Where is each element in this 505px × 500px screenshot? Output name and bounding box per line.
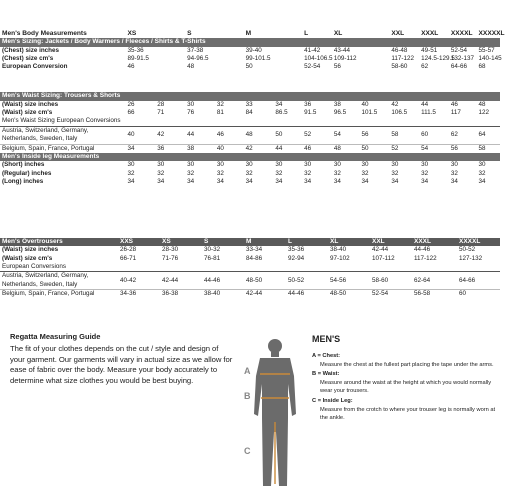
row-label: Austria, Switzerland, Germany, Netherlands, Sweden, Italy [0,272,118,290]
size-s: S [202,238,244,246]
row-label: (Long) inches [2,177,44,185]
section-heading-inside-leg: Men's Inside leg Measurements [0,153,500,161]
size-m: M [244,238,286,246]
figure-label-b: B [244,391,251,401]
cell: 44 [421,100,429,108]
cell: 56-58 [412,290,457,299]
cell: 46 [127,63,135,71]
table-row [0,117,500,126]
size-s: S [187,30,192,37]
cell: 36 [304,100,312,108]
cell: 30 [304,161,312,169]
legend-term-chest: A = Chest: [312,353,341,359]
cell: 30 [361,161,369,169]
cell: 62 [421,63,429,71]
cell: 132-137 [450,54,474,62]
size-xxs: XXS [118,238,160,246]
cell: 54 [419,144,449,153]
cell: 76-81 [204,254,221,262]
table-row [0,246,500,254]
cell: 38-40 [330,246,347,254]
table-row [0,255,500,263]
row-label: Austria, Switzerland, Germany, Netherlands, Sweden, Italy [0,126,126,144]
cell: 52 [302,126,332,144]
cell: 50 [245,63,253,71]
cell: 107-112 [372,254,395,262]
cell: 30 [333,161,341,169]
cell: 33 [245,100,253,108]
cell: 62-64 [412,272,457,290]
table-row [0,55,500,63]
cell: 58-60 [391,63,408,71]
table-row [0,109,500,117]
table-row [0,144,500,153]
table-row [0,272,500,290]
cell: 38-40 [202,290,244,299]
cell: 30 [450,161,458,169]
cell: 34 [275,177,283,185]
cell: 28 [157,100,165,108]
cell: 101.5 [361,109,378,117]
row-label: Belgium, Spain, France, Portugal [0,290,118,299]
size-xxxl: XXXL [412,238,457,246]
cell: 48 [244,126,274,144]
cell: 44-46 [414,246,431,254]
cell: 32 [304,169,312,177]
table-row [0,63,500,71]
cell: 64-66 [450,63,467,71]
legend-desc-chest: Measure the chest at the fullest part placing the tape under the arms. [320,361,494,368]
cell: 36 [155,144,185,153]
guide-body: The fit of your clothes depends on the cut / style and design of your garment. Our garments will vary in actual size as we allow for ease of fabric over the body. Measure your body accurately to determine what size clothes you would be best buying. [10,344,233,385]
size-xl: XL [333,30,343,37]
cell: 41-42 [304,46,321,54]
cell: 34 [275,100,283,108]
cell: 50 [360,144,390,153]
cell: 84 [245,109,253,117]
cell: 64 [477,126,500,144]
cell: 56 [449,144,477,153]
size-xs: XS [160,238,202,246]
cell: 97-102 [330,254,350,262]
cell: 34 [216,177,224,185]
cell: 32 [450,169,458,177]
cell: 46-48 [391,46,408,54]
section-band [0,92,500,100]
cell: 76 [187,109,195,117]
guide-title: Regatta Measuring Guide [10,332,101,341]
cell: 64-66 [457,272,500,290]
table-row [0,126,500,144]
cell: 48 [332,144,360,153]
cell: 30 [187,100,195,108]
cell: 30 [245,161,253,169]
cell: 43-44 [333,46,350,54]
cell: 86.5 [275,109,288,117]
euro-heading: Men's Waist Sizing European Conversions [2,117,121,125]
cell: 92-94 [288,254,305,262]
euro-heading: European Conversions [2,262,67,270]
cell: 46 [215,126,244,144]
table-row [0,178,500,186]
cell: 91.5 [304,109,317,117]
cell: 117-122 [414,254,437,262]
section-band [0,238,500,246]
cell: 36-38 [160,290,202,299]
cell: 111.5 [421,109,436,117]
cell: 33-34 [246,246,263,254]
size-xxl: XXL [391,30,405,37]
cell: 32 [127,169,135,177]
cell: 140-145 [478,54,502,62]
table-row [0,101,500,109]
cell: 34 [361,177,369,185]
cell: 44-46 [202,272,244,290]
cell: 34 [391,177,399,185]
cell: 37-38 [187,46,204,54]
legend-term-inside-leg: C = Inside Leg: [312,397,353,404]
cell: 50-52 [459,246,476,254]
cell: 30 [187,161,195,169]
figure-label-c: C [244,446,251,456]
size-xxl: XXL [370,238,412,246]
cell: 32 [275,169,283,177]
section-band [0,153,500,161]
cell: 52 [389,144,419,153]
figure-label-a: A [244,366,251,376]
cell: 49-51 [421,46,438,54]
cell: 52-54 [450,46,467,54]
cell: 30 [275,161,283,169]
cell: 109-112 [333,54,357,62]
cell: 40 [126,126,156,144]
cell: 42 [391,100,399,108]
size-xxxxl: XXXXL [450,30,473,37]
cell: 48-50 [244,272,286,290]
cell: 46 [450,100,458,108]
overtrousers-table [0,238,500,298]
cell: 34 [478,177,486,185]
cell: 34 [245,177,253,185]
size-xxxl: XXXL [421,30,439,37]
row-label: Belgium, Spain, France, Portugal [0,144,126,153]
cell: 124.5-129.5 [421,54,455,62]
size-header-row [0,30,500,38]
cell: 42-44 [160,272,202,290]
legend-desc-inside-leg: Measure from the crotch to where your trouser leg is normally worn at the ankle. [320,406,496,422]
row-label: (Short) inches [2,161,45,169]
row-label: (Chest) size inches [2,46,60,54]
cell: 96.5 [333,109,347,117]
size-chart-table [0,30,505,186]
cell: 48 [187,63,195,71]
cell: 56 [360,126,390,144]
cell: 32 [421,169,429,177]
table-row [0,47,500,55]
cell: 84-86 [246,254,263,262]
cell: 58 [389,126,419,144]
cell: 26 [127,100,135,108]
spacer [0,71,500,92]
cell: 32 [187,169,195,177]
row-label: (Waist) size cm's [2,109,53,117]
row-label: (Waist) size cm's [2,254,53,262]
cell: 40-42 [118,272,160,290]
body-figure [238,336,308,494]
cell: 44 [273,144,302,153]
cell: 62 [449,126,477,144]
cell: 30 [216,161,224,169]
cell: 30 [157,161,165,169]
cell: 32 [216,169,224,177]
cell: 42-44 [372,246,389,254]
cell: 44-46 [286,290,328,299]
cell: 55-57 [478,46,495,54]
cell: 38 [333,100,341,108]
person-silhouette-icon [238,336,308,494]
cell: 34 [127,177,135,185]
section-band [0,38,500,46]
row-label: (Chest) size cm's [2,54,54,62]
cell: 34-36 [118,290,160,299]
size-xl: XL [328,238,370,246]
cell: 68 [478,63,486,71]
cell: 28-30 [162,246,179,254]
cell: 89-91.5 [127,54,149,62]
legend-desc-waist: Measure around the waist at the height at which you would normally wear your trousers. [320,379,492,395]
table-row [0,290,500,299]
cell: 60 [457,290,500,299]
cell: 66-71 [120,254,137,262]
table-row [0,170,500,178]
row-label: (Waist) size inches [2,246,59,254]
cell: 54 [332,126,360,144]
cell: 71 [157,109,165,117]
cell: 94-96.5 [187,54,209,62]
row-label: European Conversion [2,63,68,71]
cell: 38 [185,144,215,153]
cell: 46 [302,144,332,153]
cell: 35-36 [127,46,144,54]
cell: 117-122 [391,54,414,62]
cell: 39-40 [245,46,262,54]
cell: 99-101.5 [245,54,271,62]
table-row [0,263,500,272]
cell: 34 [157,177,165,185]
measurement-legend [312,352,498,424]
cell: 52-54 [370,290,412,299]
cell: 30 [421,161,429,169]
cell: 34 [333,177,341,185]
cell: 54-56 [328,272,370,290]
cell: 42 [244,144,274,153]
cell: 58-60 [370,272,412,290]
size-m: M [245,30,252,37]
cell: 42-44 [244,290,286,299]
cell: 32 [478,169,486,177]
mens-title: MEN'S [312,334,341,344]
cell: 104-106.5 [304,54,333,62]
cell: 34 [187,177,195,185]
size-l: L [286,238,328,246]
cell: 32 [361,169,369,177]
cell: 66 [127,109,135,117]
cell: 60 [419,126,449,144]
cell: 48-50 [328,290,370,299]
size-xxxxxl: XXXXXL [478,30,505,37]
table-row [0,161,500,169]
cell: 58 [477,144,500,153]
cell: 117 [450,109,461,117]
row-label: (Regular) inches [2,169,52,177]
legend-term-waist: B = Waist: [312,371,340,378]
cell: 50-52 [286,272,328,290]
cell: 81 [216,109,224,117]
cell: 56 [333,63,341,71]
cell: 48 [478,100,486,108]
cell: 50 [273,126,302,144]
cell: 44 [185,126,215,144]
cell: 127-132 [459,254,483,262]
cell: 32 [391,169,399,177]
size-xxxxl: XXXXL [457,238,500,246]
cell: 34 [421,177,429,185]
section-heading-overtrousers: Men's Overtrousers [0,238,118,246]
cell: 34 [126,144,156,153]
cell: 106.5 [391,109,408,117]
size-l: L [304,30,309,37]
cell: 30 [391,161,399,169]
cell: 32 [216,100,224,108]
cell: 122 [478,109,490,117]
row-label: (Waist) size inches [2,100,59,108]
section-heading-waist: Men's Waist Sizing: Trousers & Shorts [0,92,500,100]
cell: 40 [215,144,244,153]
cell: 32 [157,169,165,177]
cell: 71-76 [162,254,179,262]
cell: 30 [127,161,135,169]
cell: 34 [450,177,458,185]
cell: 30 [478,161,486,169]
cell: 34 [304,177,312,185]
cell: 30-32 [204,246,221,254]
cell: 52-54 [304,63,321,71]
cell: 40 [361,100,369,108]
cell: 42 [155,126,185,144]
size-xs: XS [127,30,137,37]
cell: 32 [333,169,341,177]
section-heading-jackets: Men's Sizing: Jackets / Body Warmers / Fleeces / Shirts & T-Shirts [0,38,500,46]
table-title: Men's Body Measurements [2,30,87,37]
cell: 35-36 [288,246,305,254]
cell: 32 [245,169,253,177]
cell: 26-28 [120,246,137,254]
